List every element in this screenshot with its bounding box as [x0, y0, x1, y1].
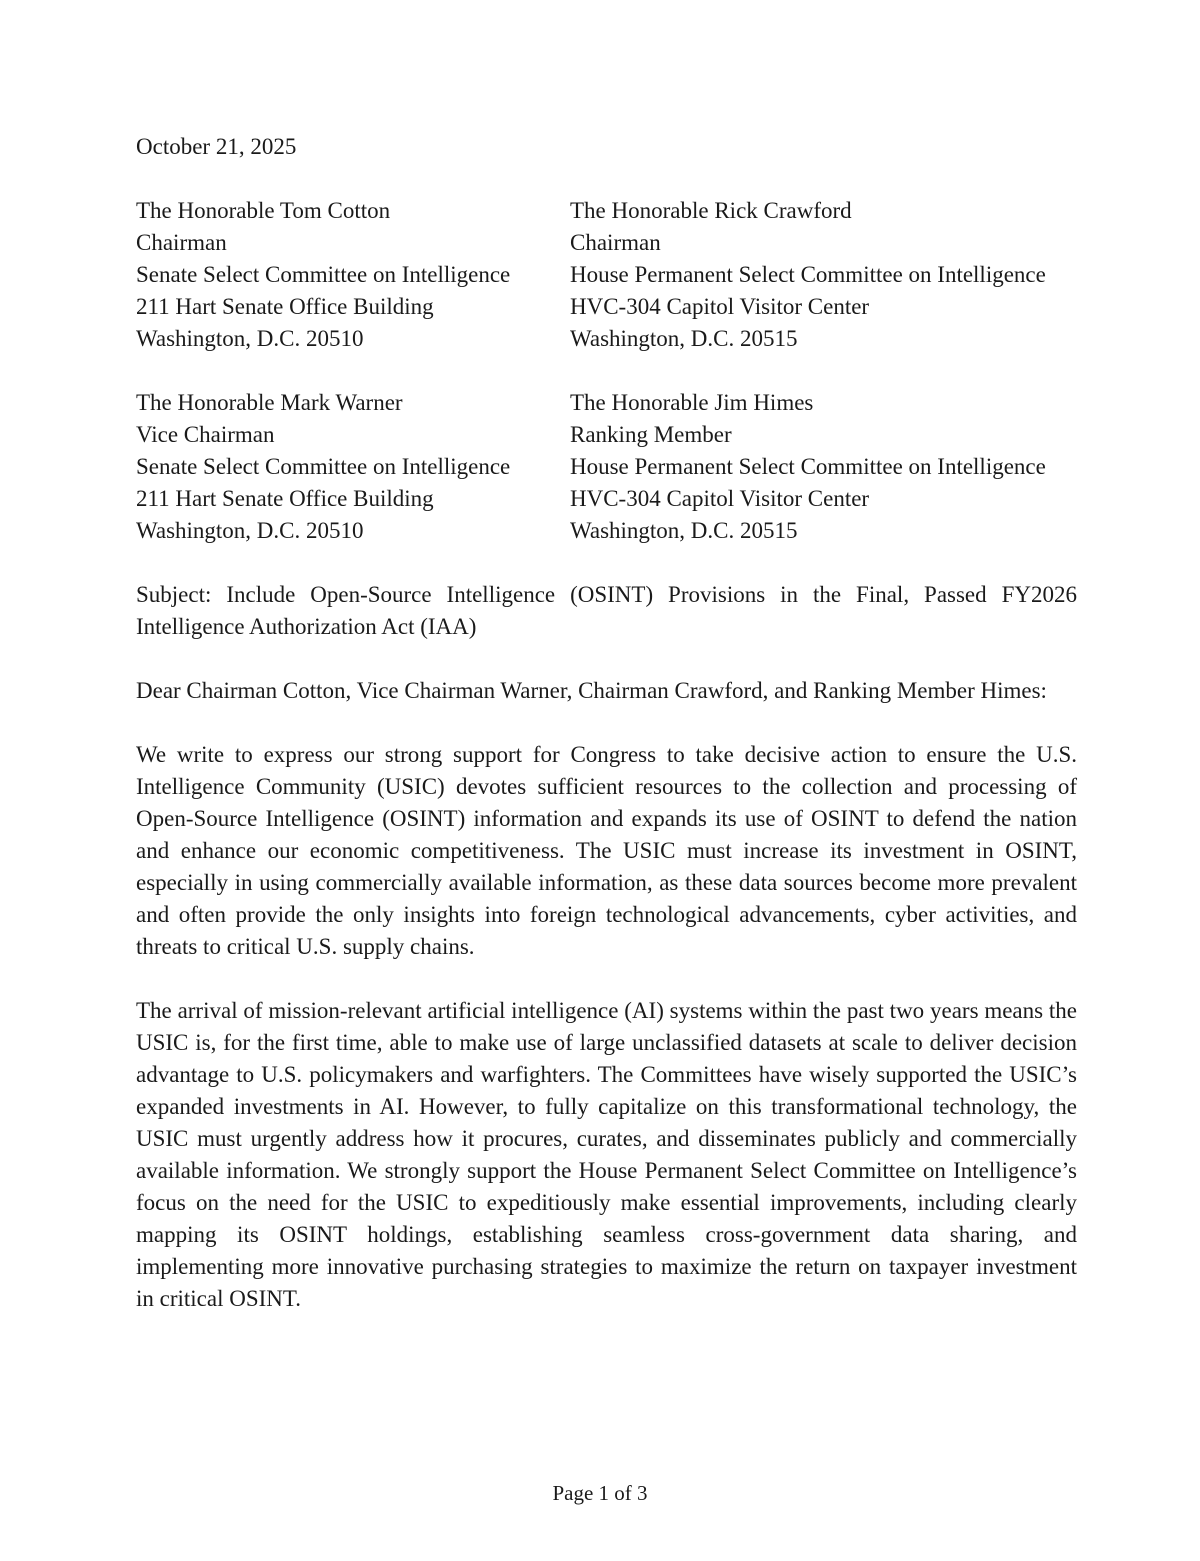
recipient-cotton — [136, 195, 570, 355]
letter-page — [136, 131, 1077, 1315]
recipient-title: Chairman — [136, 230, 227, 255]
recipient-address: HVC-304 Capitol Visitor Center — [570, 294, 870, 319]
recipient-city: Washington, D.C. 20510 — [136, 326, 364, 351]
recipient-committee: Senate Select Committee on Intelligence — [136, 454, 511, 479]
body-paragraph-1: We write to express our strong support for Congress to take decisive action to ensure the U.S. Intelligence Community (USIC) devotes sufficient resources to the collection and processing of Open-Source Intelligence (OSINT) information and expands its use of OSINT to defend the nation and enhance our economic competitiveness. The USIC must increase its investment in OSINT, especially in using commercially available information, as these data sources become more prevalent and often provide the only insights into foreign technological advancements, cyber activities, and threats to critical U.S. supply chains. — [136, 742, 1077, 959]
page-number: Page 1 of 3 — [552, 1481, 648, 1505]
recipient-name: The Honorable Mark Warner — [136, 390, 403, 415]
recipient-city: Washington, D.C. 20515 — [570, 518, 798, 543]
recipient-committee: House Permanent Select Committee on Intelligence — [570, 454, 1046, 479]
recipient-warner — [136, 387, 570, 547]
letter-salutation: Dear Chairman Cotton, Vice Chairman Warner, Chairman Crawford, and Ranking Member Himes: — [136, 678, 1047, 703]
recipient-address: 211 Hart Senate Office Building — [136, 294, 434, 319]
recipient-title: Ranking Member — [570, 422, 732, 447]
recipient-city: Washington, D.C. 20510 — [136, 518, 364, 543]
recipient-name: The Honorable Tom Cotton — [136, 198, 391, 223]
recipient-committee: Senate Select Committee on Intelligence — [136, 262, 511, 287]
recipient-himes — [570, 387, 1077, 547]
letter-date: October 21, 2025 — [136, 134, 297, 159]
recipient-address: 211 Hart Senate Office Building — [136, 486, 434, 511]
address-block-bottom — [136, 387, 1077, 547]
address-block-top — [136, 195, 1077, 355]
recipient-name: The Honorable Rick Crawford — [570, 198, 852, 223]
recipient-crawford — [570, 195, 1077, 355]
recipient-name: The Honorable Jim Himes — [570, 390, 814, 415]
recipient-title: Chairman — [570, 230, 661, 255]
recipient-address: HVC-304 Capitol Visitor Center — [570, 486, 870, 511]
recipient-title: Vice Chairman — [136, 422, 275, 447]
letter-subject: Subject: Include Open-Source Intelligence (OSINT) Provisions in the Final, Passed FY2026 Intelligence Authorization Act (IAA) — [136, 582, 1077, 639]
recipient-committee: House Permanent Select Committee on Intelligence — [570, 262, 1046, 287]
recipient-city: Washington, D.C. 20515 — [570, 326, 798, 351]
body-paragraph-2: The arrival of mission-relevant artificial intelligence (AI) systems within the past two years means the USIC is, for the first time, able to make use of large unclassified datasets at scale to deliver decision advantage to U.S. policymakers and warfighters. The Committees have wisely supported the USIC’s expanded investments in AI. However, to fully capitalize on this transformational technology, the USIC must urgently address how it procures, curates, and disseminates publicly and commercially available information. We strongly support the House Permanent Select Committee on Intelligence’s focus on the need for the USIC to expeditiously make essential improvements, including clearly mapping its OSINT holdings, establishing seamless cross-government data sharing, and implementing more innovative purchasing strategies to maximize the return on taxpayer investment in critical OSINT. — [136, 998, 1077, 1311]
